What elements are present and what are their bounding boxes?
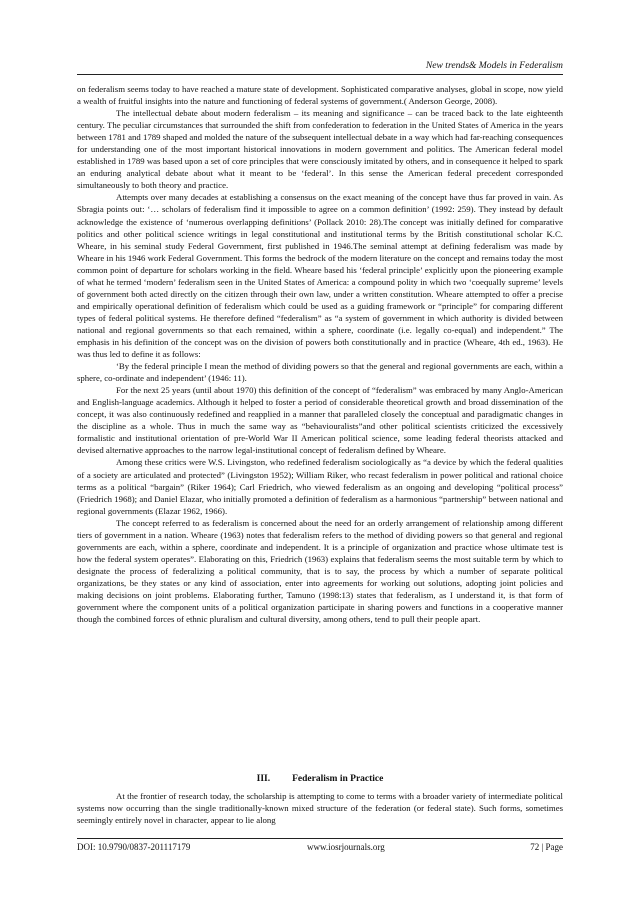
running-header: New trends& Models in Federalism: [425, 60, 563, 71]
paragraph: At the frontier of research today, the scholarship is attempting to come to terms with a broader variety of intermediate political systems now occurring than the single traditionally-known mixed structure of the federation (or federal state). Such forms, sometimes seemingly entirely novel in character, appear to lie along: [77, 791, 563, 826]
section-body-text: [77, 790, 563, 826]
footer-rule: [77, 838, 563, 839]
paragraph: The concept referred to as federalism is concerned about the need for an orderly arrangement of relationship among different tiers of government in a nation. Wheare (1963) notes that federalism refers to the method of dividing powers so that general and regional governments are each, within a sphere, coordinate and independent. It is a principle of organization and practice whose ultimate test is how the federal system operates”. Elaborating on this, Friedrich (1963) explains that federalism seems the most suitable term by which to designate the process of federalizing a political community, that is to say, the process by which a number of separate political organizations, be they states or any kind of association, enter into agreements for working out solutions, adopting joint policies and making decisions on joint problems. Elaborating further, Tamuno (1998:13) states that federalism, as I understand it, is that form of government where the component units of a political organization participate in sharing powers and functions in a cooperative manner though the combined forces of ethnic pluralism and cultural diversity, among others, tend to pull their people apart.: [77, 517, 563, 625]
paragraph: on federalism seems today to have reached a mature state of development. Sophisticated comparative analyses, global in scope, now yield a wealth of fruitful insights into the nature and functioning of federal systems of government.( Anderson George, 2008).: [77, 84, 563, 107]
body-text: [77, 83, 563, 625]
page-number: 72 | Page: [530, 842, 563, 852]
doi-label: DOI: 10.9790/0837-201117179: [77, 842, 191, 852]
paragraph: For the next 25 years (until about 1970) this definition of the concept of “federalism” was embraced by many Anglo-American and English-language academics. Although it helped to foster a period of considerable theoretical growth and broad dissemination of the concept, it was also continuously redefined and reapplied in a manner that paralleled closely the conceptual and paradigmatic changes in the discipline as a whole. Thus in much the same way as “behaviouralists”and other political scientists criticized the excessively formalistic and institutional orientation of pre-World War II American political science, some leading federal theorists attacked and devised alternative approaches to the narrow legal-institutional concept of federalism defined by Wheare.: [77, 385, 563, 456]
paragraph: The intellectual debate about modern federalism – its meaning and significance – can be traced back to the late eighteenth century. The peculiar circumstances that surrounded the shift from confederation to federation in the United States of America in the years between 1781 and 1789 shaped and molded the nature of the subsequent intellectual debate in a way which had far-reaching consequences for understanding one of the most important historical innovations in modern government and politics. The American federal model established in 1789 was based upon a set of core principles that were consciously imitated by others, and in consequence it helped to spark an enduring analytical debate about what it meant to be ‘federal’. In this sense the American federal precedent corresponded simultaneously to both theory and practice.: [77, 108, 563, 191]
page-footer: [77, 842, 563, 854]
journal-website: www.iosrjournals.org: [307, 842, 385, 852]
section-heading: [77, 774, 563, 784]
paragraph: Among these critics were W.S. Livingston, who redefined federalism sociologically as “a device by which the federal qualities of a society are articulated and protected” (Livingston 1952); William Riker, who recast federalism in power political and rational choice terms as a political “bargain” (Riker 1964); Carl Friedrich, who viewed federalism as an ongoing and developing “political process” (Friedrich 1968); and Daniel Elazar, who initially promoted a definition of federalism as a harmonious “partnership” between national and regional governments (Elazar 1962, 1966).: [77, 457, 563, 516]
paragraph: Attempts over many decades at establishing a consensus on the exact meaning of the concept have thus far proved in vain. As Sbragia points out: ‘… scholars of federalism find it impossible to agree on a common definition’ (1992: 259). They instead by default acknowledge the existence of ‘numerous overlapping definitions’ (Pollack 2010: 28).The concept was initially defined for comparative politics and other political science writings in legal constitutional and institutional terms by the British constitutional scholar K.C. Wheare, in his seminal study Federal Government, first published in 1946.The seminal attempt at defining federalism was made by Wheare in his 1946 work Federal Government. This forms the bedrock of the modern literature on the concept and remains today the most common point of departure for scholars working in the field. Wheare based his ‘federal principle’ explicitly upon the pioneering example of what he termed ‘modern’ federalism seen in the United States of America: a compound polity in which two ‘coequally supreme’ levels of government both acted directly on the citizen through their own law, under a written constitution. Wheare attempted to offer a precise and empirically operational definition of federalism which could be used as a guiding framework or “principle” for comparing different types of federal political systems. He therefore defined “federalism” as “a system of government in which authority is divided between national and regional governments so that each remained, within a sphere, coordinate (i.e. legally co-equal) and independent.” The emphasis in his definition of the concept was on the division of powers both constitutionally and in practice (Wheare, 4th ed., 1963). He was thus led to define it as follows:: [77, 192, 563, 360]
block-quote: ‘By the federal principle I mean the method of dividing powers so that the general and regional governments are each, within a sphere, co-ordinate and independent’ (1946: 11).: [77, 361, 563, 384]
header-rule: [77, 74, 563, 75]
section-number: III.: [256, 774, 271, 784]
section-title: Federalism in Practice: [292, 774, 384, 784]
